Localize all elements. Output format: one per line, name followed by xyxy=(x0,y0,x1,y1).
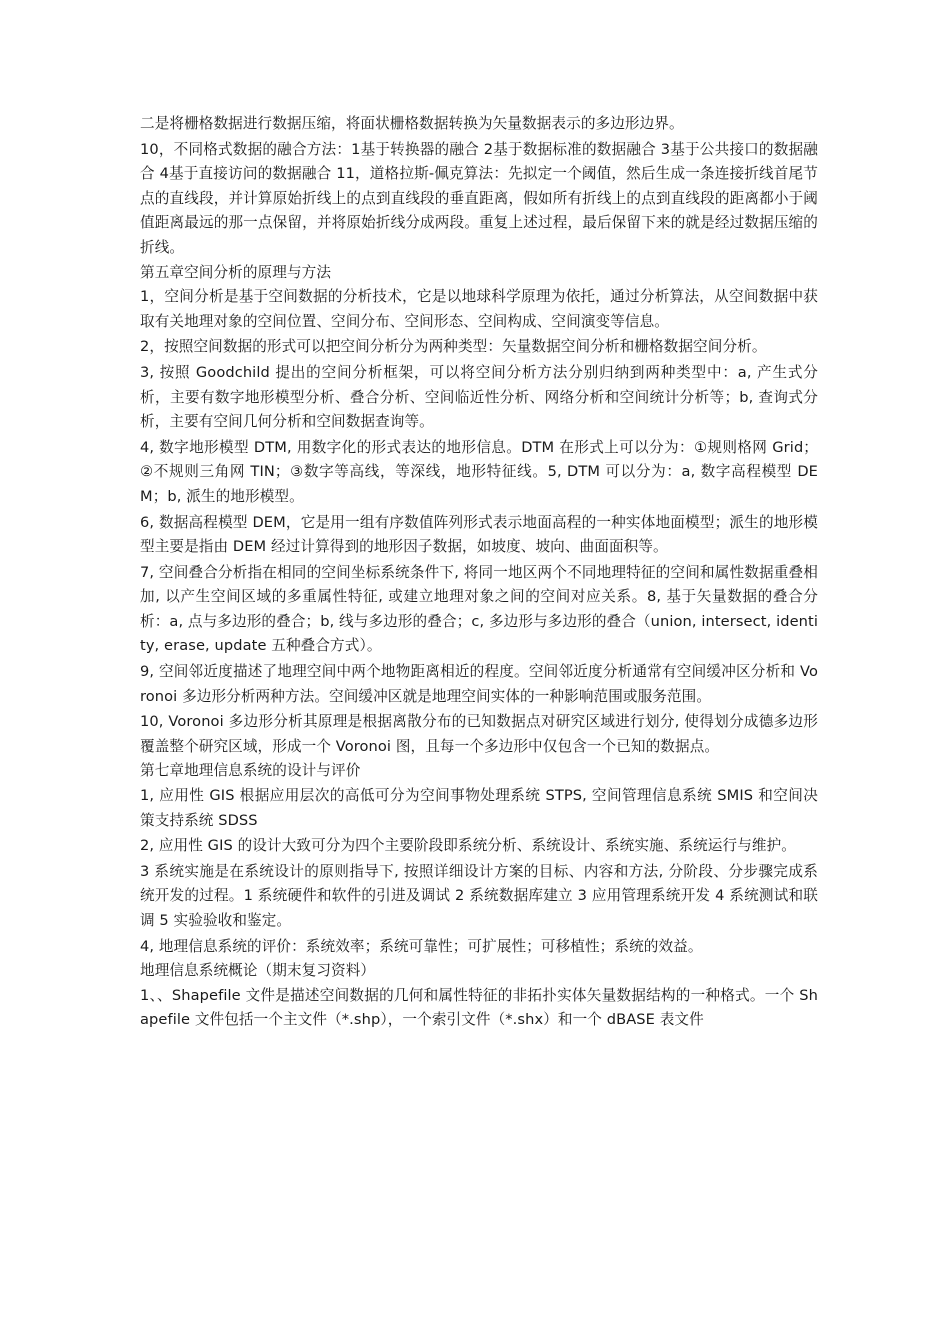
paragraph-gis-levels: 1, 应用性 GIS 根据应用层次的高低可分为空间事物处理系统 STPS, 空间管理信息系统 SMIS 和空间决策支持系统 SDSS xyxy=(140,787,818,829)
paragraph-voronoi: 10, Voronoi 多边形分析其原理是根据离散分布的已知数据点对研究区域进行划分, 使得划分成德多边形覆盖整个研究区域，形成一个 Voronoi 图，且每一个多边形中仅包含一个已知的数据点。 xyxy=(140,713,818,755)
document-page xyxy=(140,112,818,1033)
chapter-7-heading: 第七章地理信息系统的设计与评价 xyxy=(140,762,361,780)
paragraph-spatial-analysis-definition: 1，空间分析是基于空间数据的分析技术，它是以地球科学原理为依托，通过分析算法，从空间数据中获取有关地理对象的空间位置、空间分布、空间形态、空间构成、空间演变等信息。 xyxy=(140,288,818,330)
paragraph-spatial-analysis-types: 2，按照空间数据的形式可以把空间分析分为两种类型：矢量数据空间分析和栅格数据空间分析。 xyxy=(140,338,767,356)
paragraph-overlay-analysis: 7, 空间叠合分析指在相同的空间坐标系统条件下, 将同一地区两个不同地理特征的空间和属性数据重叠相加, 以产生空间区域的多重属性特征, 或建立地理对象之间的空间对应关系。8, 基于矢量数据的叠合分析：a, 点与多边形的叠合；b, 线与多边形的叠合；c, 多边形与多边形的叠合（union, intersect, identity, erase, update 五种叠合方式）。 xyxy=(140,563,818,655)
chapter-5-heading: 第五章空间分析的原理与方法 xyxy=(140,263,332,281)
paragraph-goodchild-framework: 3, 按照 Goodchild 提出的空间分析框架，可以将空间分析方法分别归纳到两种类型中：a, 产生式分析，主要有数字地形模型分析、叠合分析、空间临近性分析、网络分析和空间统计分析等；b, 查询式分析，主要有空间几何分析和空间数据查询等。 xyxy=(140,363,818,431)
paragraph-data-fusion-douglas-peucker: 10，不同格式数据的融合方法：1基于转换器的融合 2基于数据标准的数据融合 3基于公共接口的数据融合 4基于直接访问的数据融合 11，道格拉斯-佩克算法：先拟定一个阈值，然后生成一条连接折线首尾节点的直线段，并计算原始折线上的点到直线段的垂直距离，假如所有折线上的点到直线段的距离都小于阈值距离最远的那一点保留，并将原始折线分成两段。重复上述过程，最后保留下来的就是经过数据压缩的折线。 xyxy=(140,140,818,256)
review-materials-heading: 地理信息系统概论（期末复习资料） xyxy=(140,962,376,980)
paragraph-raster-compression: 二是将栅格数据进行数据压缩，将面状栅格数据转换为矢量数据表示的多边形边界。 xyxy=(140,115,684,132)
paragraph-shapefile: 1、、Shapefile 文件是描述空间数据的几何和属性特征的非拓扑实体矢量数据结构的一种格式。一个 Shapefile 文件包括一个主文件（*.shp），一个索引文件（*.shx）和一个 dBASE 表文件 xyxy=(140,986,818,1029)
paragraph-gis-design-stages: 2, 应用性 GIS 的设计大致可分为四个主要阶段即系统分析、系统设计、系统实施、系统运行与维护。 xyxy=(140,837,796,855)
paragraph-dem: 6, 数据高程模型 DEM，它是用一组有序数值阵列形式表示地面高程的一种实体地面模型；派生的地形模型主要是指由 DEM 经过计算得到的地形因子数据，如坡度、坡向、曲面面积等。 xyxy=(140,513,818,556)
paragraph-system-implementation: 3 系统实施是在系统设计的原则指导下, 按照详细设计方案的目标、内容和方法, 分阶段、分步骤完成系统开发的过程。1 系统硬件和软件的引进及调试 2 系统数据库建立 3 应用管理系统开发 4 系统测试和联调 5 实验验收和鉴定。 xyxy=(140,862,818,929)
paragraph-gis-evaluation: 4, 地理信息系统的评价：系统效率；系统可靠性；可扩展性；可移植性；系统的效益。 xyxy=(140,937,703,955)
paragraph-dtm: 4, 数字地形模型 DTM, 用数字化的形式表达的地形信息。DTM 在形式上可以分为：①规则格网 Grid；②不规则三角网 TIN；③数字等高线，等深线，地形特征线。5, DTM 可以分为：a, 数字高程模型 DEM；b, 派生的地形模型。 xyxy=(140,438,818,505)
paragraph-spatial-proximity: 9, 空间邻近度描述了地理空间中两个地物距离相近的程度。空间邻近度分析通常有空间缓冲区分析和 Voronoi 多边形分析两种方法。空间缓冲区就是地理空间实体的一种影响范围或服务范围。 xyxy=(140,663,818,705)
